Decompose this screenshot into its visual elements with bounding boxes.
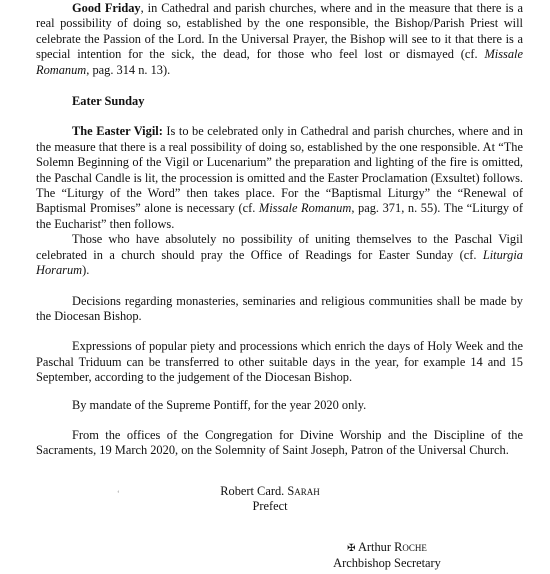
no-possibility-paragraph [36, 232, 523, 278]
good-friday-text-end: , pag. 314 n. 13). [86, 62, 171, 77]
document-body [36, 0, 523, 459]
easter-vigil-text: Is to be celebrated only in Cathedral and parish churches, where and in the measure that there is a real possibility of doing so, established by the one responsible. At “The Solemn Beginning of the Vigil or Lucenarium” the preparation and lighting of the fire is omitted, the Paschal Candle is lit, the procession is omitted and the Easter Proclamation (Exsultet) follows. The “Liturgy of the Word” then takes place. For the “Baptismal Liturgy” the “Renewal of Baptismal Promises” alone is necessary (cf. [36, 124, 523, 216]
good-friday-text: , in Cathedral and parish churches, where and in the measure that there is a real possibility of doing so, established by the one responsible, the Bishop/Parish Priest will celebrate the Passion of the Lord. In the Universal Prayer, the Bishop will see to it that there is a special intention for the sick, the dead, for those who feel lost or dismayed (cf. [36, 1, 524, 62]
easter-vigil-label: The Easter Vigil: [72, 124, 163, 139]
mandate-paragraph: By mandate of the Supreme Pontiff, for the year 2020 only. [72, 397, 367, 412]
easter-vigil-text-end: , pag. 371, n. 55). The “Liturgy of the Eucharist” then follows. [36, 201, 524, 231]
good-friday-citation: Missale Romanum [36, 47, 523, 77]
secretary-title: Archbishop Secretary [333, 556, 441, 571]
signature-prefect [190, 484, 350, 515]
stray-mark: ‘ [117, 489, 120, 498]
signature-secretary [322, 540, 452, 572]
decisions-paragraph: Decisions regarding monasteries, seminaries and religious communities shall be made by the Diocesan Bishop. [36, 293, 523, 323]
easter-sunday-heading: Eater Sunday [72, 94, 145, 109]
offices-paragraph: From the offices of the Congregation for Divine Worship and the Discipline of the Sacraments, 19 March 2020, on the Solemnity of Saint Joseph, Patron of the Universal Church. [36, 427, 523, 458]
no-possibility-text: Those who have absolutely no possibility of uniting themselves to the Paschal Vigil celebrated in a church should pray the Office of Readings for Easter Sunday (cf. [36, 232, 523, 262]
expressions-paragraph: Expressions of popular piety and processions which enrich the days of Holy Week and the Paschal Triduum can be transferred to other suitable days in the year, for example 14 and 15 September, according to the judgement of the Diocesan Bishop. [36, 339, 523, 385]
no-possibility-citation: Liturgia Horarum [36, 247, 523, 278]
easter-vigil-paragraph [36, 124, 523, 232]
secretary-name: ✠ Arthur Roche [347, 540, 427, 554]
good-friday-paragraph [36, 1, 523, 78]
easter-vigil-citation: Missale Romanum [258, 201, 352, 216]
good-friday-label: Good Friday [72, 1, 141, 15]
no-possibility-text-end: ). [82, 263, 90, 278]
prefect-title: Prefect [252, 499, 288, 514]
prefect-name: Robert Card. Sarah [220, 484, 320, 498]
cross-icon: ✠ [347, 543, 356, 554]
